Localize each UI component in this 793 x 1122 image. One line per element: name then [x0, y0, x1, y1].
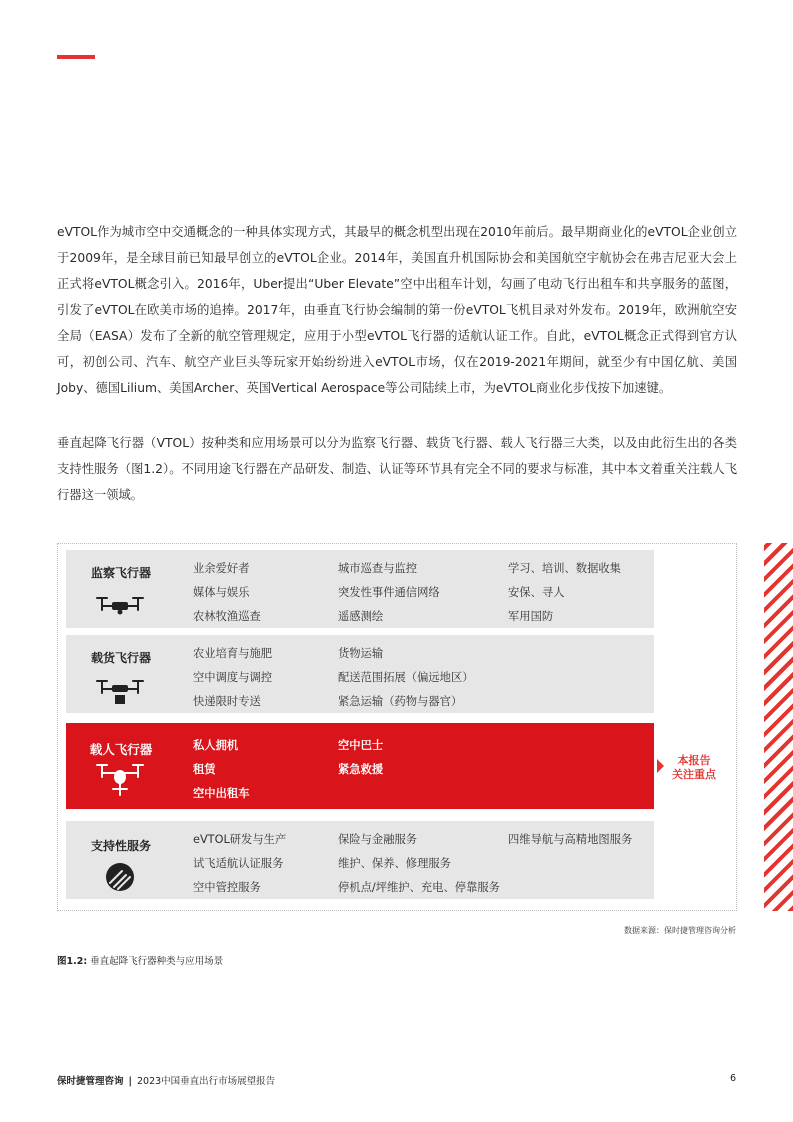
figure-row-cargo: [66, 635, 654, 713]
category-label: 载人飞行器: [89, 742, 153, 757]
application-item: 空中巴士: [338, 739, 384, 752]
figure-row-support: [66, 821, 654, 899]
application-item: 保险与金融服务: [338, 833, 418, 846]
application-item: 空中管控服务: [193, 881, 261, 894]
page-number: 6: [729, 1073, 736, 1084]
application-item: 空中调度与调控: [193, 671, 273, 684]
application-item: 维护、保养、修理服务: [338, 857, 451, 870]
focus-label: [667, 754, 721, 782]
application-item: 配送范围拓展（偏远地区）: [338, 671, 474, 684]
footer: [57, 1073, 275, 1087]
application-item: 停机点/坪维护、充电、停靠服务: [338, 881, 500, 894]
passenger-evtol-icon: [95, 761, 145, 797]
support-services-icon: [95, 861, 145, 893]
figure-row-passenger: [66, 723, 654, 809]
application-item: 安保、寻人: [508, 586, 565, 599]
application-item: 私人拥机: [193, 739, 239, 752]
focus-label-line: 本报告: [677, 754, 711, 767]
application-item: 农业培育与施肥: [193, 647, 273, 660]
application-item: 紧急救援: [338, 763, 384, 776]
caption-label: 图1.2:: [57, 956, 88, 967]
application-item: 快递限时专送: [193, 695, 261, 708]
footer-separator: |: [128, 1076, 132, 1087]
decorative-stripes: [764, 543, 793, 911]
application-item: eVTOL研发与生产: [193, 833, 287, 846]
application-item: 四维导航与高精地图服务: [508, 833, 633, 846]
application-item: 紧急运输（药物与器官）: [338, 695, 463, 708]
application-item: 城市巡查与监控: [338, 562, 418, 575]
application-item: 学习、培训、数据收集: [508, 562, 621, 575]
data-source: 数据来源：保时捷管理咨询分析: [624, 926, 736, 935]
footer-brand: 保时捷管理咨询: [57, 1076, 124, 1087]
application-item: 货物运输: [338, 647, 384, 660]
application-item: 农林牧渔巡查: [193, 610, 261, 623]
application-item: 突发性事件通信网络: [338, 586, 440, 599]
surveillance-drone-icon: [95, 590, 145, 622]
application-item: 试飞适航认证服务: [193, 857, 284, 870]
category-label: 监察飞行器: [90, 566, 151, 580]
application-item: 租赁: [193, 763, 216, 776]
body-paragraph-2: 垂直起降飞行器（VTOL）按种类和应用场景可以分为监察飞行器、载货飞行器、载人飞行器三大类，以及由此衍生出的各类支持性服务（图1.2）。不同用途飞行器在产品研发、制造、认证等环节具有完全不同的要求与标准，其中本文着重关注载人飞行器这一领域。: [57, 436, 737, 502]
header-accent-bar: [57, 55, 95, 59]
application-item: 业余爱好者: [193, 562, 250, 575]
focus-label-line: 关注重点: [672, 768, 716, 781]
footer-report-title: 2023中国垂直出行市场展望报告: [137, 1076, 276, 1087]
category-label: 载货飞行器: [90, 651, 151, 665]
application-item: 遥感测绘: [338, 610, 384, 623]
caption-text: 垂直起降飞行器种类与应用场景: [90, 956, 224, 967]
cargo-drone-icon: [95, 675, 145, 707]
body-paragraph-1: eVTOL作为城市空中交通概念的一种具体实现方式，其最早的概念机型出现在2010年前后。最早期商业化的eVTOL企业创立于2009年，是全球目前已知最早创立的eVTOL企业。2014年，美国直升机国际协会和美国航空宇航协会在弗吉尼亚大会上正式将eVTOL概念引入。2016年，Uber提出“Uber Elevate”空中出租车计划，勾画了电动飞行出租车和共享服务的蓝图，引发了eVTOL在欧美市场的追捧。2017年，由垂直飞行协会编制的第一份eVTOL飞机目录对外发布。2019年，欧洲航空安全局（EASA）发布了全新的航空管理规定，应用于小型eVTOL飞行器的适航认证工作。自此，eVTOL概念正式得到官方认可，初创公司、汽车、航空产业巨头等玩家开始纷纷进入eVTOL市场，仅在2019-2021年期间，就至少有中国亿航、美国Joby、德国Lilium、美国Archer、英国Vertical Aerospace等公司陆续上市，为eVTOL商业化步伐按下加速键。: [57, 225, 737, 395]
application-item: 空中出租车: [193, 787, 250, 800]
figure-caption: [57, 953, 223, 967]
category-label: 支持性服务: [90, 839, 151, 853]
application-item: 军用国防: [508, 610, 554, 623]
figure-row-surveillance: [66, 550, 654, 628]
application-item: 媒体与娱乐: [193, 586, 250, 599]
focus-arrow-icon: [657, 759, 664, 773]
